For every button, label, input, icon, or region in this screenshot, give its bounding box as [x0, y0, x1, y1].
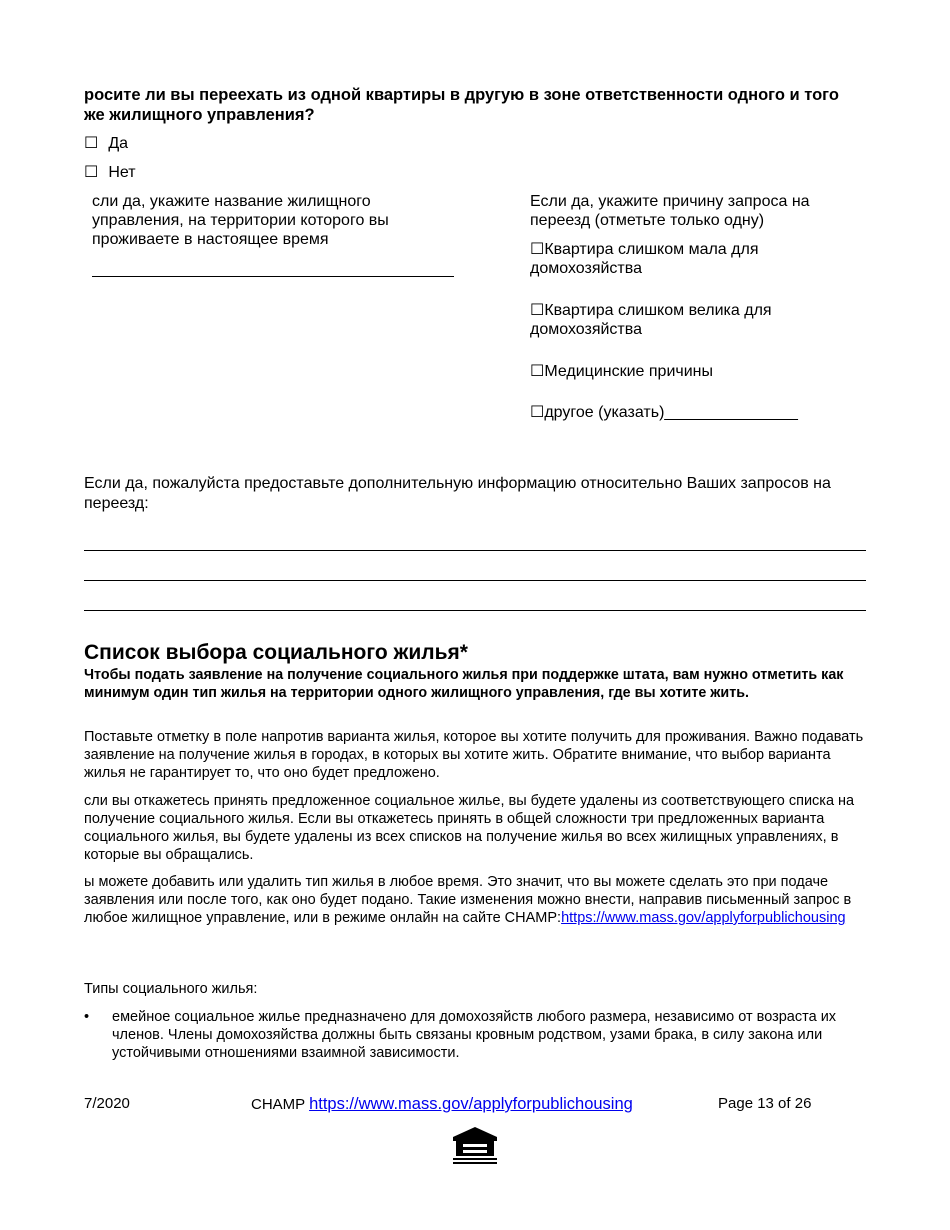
- paragraph-3: [84, 873, 864, 927]
- option-no[interactable]: [84, 163, 136, 183]
- footer-date: 7/2020: [84, 1095, 130, 1112]
- section-intro: Чтобы подать заявление на получение социального жилья при поддержке штата, вам нужно отметить как минимум один тип жилья на территории одного жилищного управления, где вы хотите жить.: [84, 667, 844, 701]
- answer-line[interactable]: [84, 610, 866, 611]
- housing-authority-prompt: сли да, укажите название жилищного управления, на территории которого вы проживаете в настоящее время: [92, 193, 389, 248]
- reason-label: Квартира слишком мала для домохозяйства: [530, 241, 759, 277]
- reason-medical[interactable]: [530, 362, 830, 381]
- question-title: росите ли вы переехать из одной квартиры в другую в зоне ответственности одного и того же жилищного управления?: [84, 86, 839, 124]
- additional-info-prompt: Если да, пожалуйста предоставьте дополнительную информацию относительно Ваших запросов на переезд:: [84, 475, 831, 512]
- option-no-label: Нет: [108, 164, 136, 181]
- equal-housing-icon: [450, 1125, 500, 1165]
- housing-authority-answer-line[interactable]: [92, 276, 454, 277]
- reason-label: Медицинские причины: [544, 363, 713, 380]
- answer-line[interactable]: [84, 580, 866, 581]
- answer-line[interactable]: [84, 550, 866, 551]
- housing-types-heading: Типы социального жилья:: [84, 981, 258, 997]
- checkbox-icon[interactable]: ☐: [530, 241, 545, 258]
- section-title: Список выбора социального жилья*: [84, 641, 468, 664]
- checkbox-icon[interactable]: ☐: [530, 404, 545, 421]
- bullet-family-housing: емейное социальное жилье предназначено для домохозяйств любого размера, независимо от возраста их членов. Члены домохозяйства должны быть связаны кровным родством, узами брака, в силу закона или устойчивыми отношениями взаимной зависимости.: [112, 1009, 837, 1061]
- reason-label: другое (указать)_______________: [544, 404, 798, 421]
- reason-other[interactable]: [530, 403, 850, 422]
- reason-too-large[interactable]: [530, 301, 830, 339]
- footer-champ: [251, 1094, 633, 1115]
- footer-page-number: Page 13 of 26: [718, 1095, 812, 1112]
- paragraph-3-text: ы можете добавить или удалить тип жилья в любое время. Это значит, что вы можете сделать это при подаче заявления или после того, как оно будет подано. Такие изменения можно внести, направив письменный запрос в любое жилищное управление, или в режиме онлайн на сайте CHAMP:: [84, 874, 852, 926]
- paragraph-2: сли вы откажетесь принять предложенное социальное жилье, вы будете удалены из соответствующего списка на получение социального жилья. Если вы откажетесь принять в общей сложности три предложенных варианта социального жилья, вы будете удалены из всех списков на получение жилья во всех жилищных управлениях, в которые вы обращались.: [84, 793, 855, 863]
- champ-link[interactable]: https://www.mass.gov/applyforpublichousing: [561, 910, 846, 926]
- footer-link[interactable]: https://www.mass.gov/applyforpublichousing: [309, 1095, 633, 1113]
- paragraph-1: Поставьте отметку в поле напротив варианта жилья, которое вы хотите получить для проживания. Важно подавать заявление на получение жилья в городах, в которых вы хотите жить. Обратите внимание, что выбор варианта жилья не гарантирует то, что оно будет предложено.: [84, 729, 864, 781]
- option-yes[interactable]: [84, 134, 128, 154]
- bullet-icon: •: [84, 1009, 90, 1025]
- checkbox-icon[interactable]: ☐: [84, 164, 99, 181]
- checkbox-icon[interactable]: ☐: [530, 302, 545, 319]
- reason-label: Квартира слишком велика для домохозяйства: [530, 302, 772, 338]
- checkbox-icon[interactable]: ☐: [84, 135, 99, 152]
- reason-too-small[interactable]: [530, 240, 830, 278]
- checkbox-icon[interactable]: ☐: [530, 363, 545, 380]
- option-yes-label: Да: [108, 135, 129, 152]
- move-reason-heading: Если да, укажите причину запроса на переезд (отметьте только одну): [530, 193, 810, 229]
- footer-champ-label: CHAMP: [251, 1096, 305, 1113]
